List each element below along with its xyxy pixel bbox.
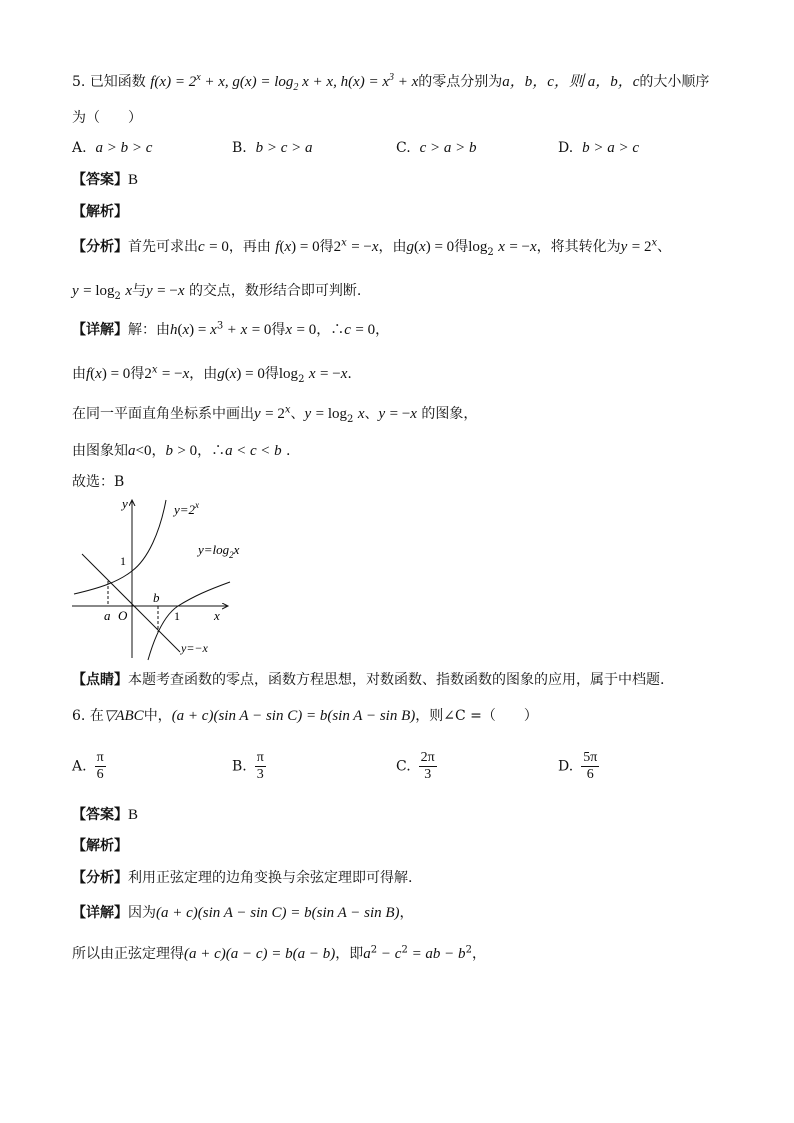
y-axis-label: y: [122, 496, 128, 511]
q5-xiangjie-line4: 由图象知a<0，b > 0，∴a < c < b .: [72, 443, 291, 459]
q5-xiangjie-line3: 在同一平面直角坐标系中画出$y = 2^x$、$y = \log_2 x$、y = −x 的图象，: [72, 404, 478, 425]
q5-analysis-heading: 【解析】: [72, 204, 128, 220]
q5-fenxi-line1: 【分析】首先可求出c = 0，再由 f(x) = 0得2$^x$ = −x，由g(x) = 0得$\log_2 x = -x$，将其转化为$y = 2^x$、: [72, 237, 672, 258]
q5-xiangjie-line1: 【详解】解：由$h(x) = x^3 + x = 0$得x = 0，∴c = 0，: [72, 320, 390, 338]
q5-choose: 故选：B: [72, 474, 125, 490]
x-one-label: 1: [174, 609, 180, 623]
q6-xiangjie-line1: 【详解】因为(a + c)(sin A − sin C) = b(sin A − sin B)，: [72, 905, 414, 921]
q6-answer: 【答案】B: [72, 807, 139, 823]
q6-option-d: D. $\frac{5\pi}{6}$: [558, 750, 598, 782]
neg-label: y=−x: [181, 641, 208, 655]
origin-label: O: [118, 608, 128, 623]
y-one-label: 1: [120, 554, 126, 568]
q5-dianjing: 【点睛】本题考查函数的零点，函数方程思想，对数函数、指数函数的图象的应用，属于中档题.: [72, 672, 665, 688]
q5-stem-text: 已知函数: [89, 74, 146, 90]
neg-x-line: [82, 554, 180, 652]
q5-vars: a，b，c，则 a，b，c: [502, 74, 640, 90]
q5-xiangjie-line2: 由f(x) = 0得2$^x$ = −x，由g(x) = 0得$\log_2 x = -x$.: [72, 364, 352, 385]
q6-analysis-heading: 【解析】: [72, 838, 128, 854]
q6-xiangjie-line2: 所以由正弦定理得(a + c)(a − c) = b(a − b)，即$a^2 - c^2$ = ab − $b^2$，: [72, 944, 486, 962]
x-axis-label: x: [214, 608, 220, 623]
q5-number: 5.: [72, 74, 86, 90]
exp-label: $y=2^x$: [174, 500, 200, 517]
q5-stem-text2: 的零点分别为: [418, 74, 503, 90]
a-label: a: [104, 608, 111, 623]
q5-option-b: B. b > c > a: [232, 140, 313, 156]
q5-fenxi-line2: $y = \log_2 x$与y = −x 的交点，数形结合即可判断.: [72, 283, 362, 302]
q6-stem: 6. 在▽ABC中，(a + c)(sin A − sin C) = b(sin A − sin B)，则∠C =（ ）: [72, 708, 538, 724]
q5-option-d: D. b > a > c: [558, 140, 639, 156]
q6-fenxi: 【分析】利用正弦定理的边角变换与余弦定理即可得解.: [72, 870, 413, 886]
function-graph: [70, 492, 240, 662]
q6-option-b: B. $\frac{\pi}{3}$: [232, 750, 264, 782]
log-label: $y=\log_2x$: [198, 542, 240, 560]
q5-option-c: C. c > a > b: [396, 140, 477, 156]
b-label: b: [153, 590, 160, 605]
q5-answer: 【答案】B: [72, 172, 139, 188]
exp-curve: [74, 500, 166, 594]
q6-option-a: A. $\frac{\pi}{6}$: [72, 750, 104, 782]
q5-option-a: A. a > b > c: [72, 140, 153, 156]
q5-stem-line1: [72, 72, 709, 92]
q5-stem-text3: 的大小顺序: [639, 74, 710, 90]
q5-stem-line2: 为（ ）: [72, 110, 142, 126]
q5-function-def: $f(x) = 2^x + x$, $g(x) = \log_2 x + x$, $h(x) = x^3 + x$: [150, 72, 419, 93]
q6-option-c: C. $\frac{2\pi}{3}$: [396, 750, 435, 782]
